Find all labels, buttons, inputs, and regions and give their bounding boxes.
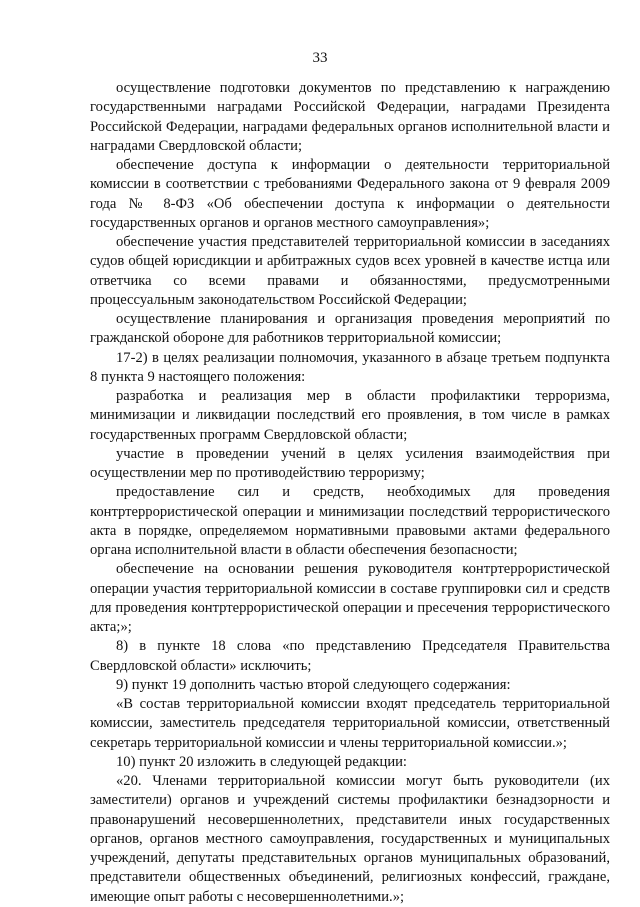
paragraph: предоставление сил и средств, необходимых для проведения контртеррористической операции и минимизации последствий террористического акта в порядке, определяемом нормативными правовыми актами федерального органа исполнительной власти в области обеспечения безопасности; — [90, 484, 610, 558]
paragraph: осуществление подготовки документов по представлению к награждению государственными наградами Российской Федерации, наградами Президента Российской Федерации, наградами федеральных органов исполнительной власти и наградами Свердловской области; — [90, 80, 610, 154]
document-body — [90, 79, 610, 907]
paragraph: осуществление планирования и организация проведения мероприятий по гражданской обороне для работников территориальной комиссии; — [90, 311, 610, 347]
paragraph: обеспечение участия представителей территориальной комиссии в заседаниях судов общей юрисдикции и арбитражных судов всех уровней в качестве истца или ответчика со всеми правами и обязанностями, предусмотренными процессуальным законодательством Российской Федерации; — [90, 234, 610, 308]
paragraph: 17-2) в целях реализации полномочия, указанного в абзаце третьем подпункта 8 пункта 9 настоящего положения: — [90, 349, 610, 385]
paragraph: 9) пункт 19 дополнить частью второй следующего содержания: — [116, 676, 511, 693]
paragraph: 8) в пункте 18 слова «по представлению Председателя Правительства Свердловской области» исключить; — [90, 638, 610, 674]
paragraph: обеспечение на основании решения руководителя контртеррористической операции участия территориальной комиссии в составе группировки сил и средств для проведения контртеррористической операции и пресечения террористического акта;»; — [90, 561, 610, 635]
paragraph: «В состав территориальной комиссии входят председатель территориальной комиссии, заместитель председателя территориальной комиссии, ответственный секретарь территориальной комиссии и члены территориальной комиссии.»; — [90, 696, 610, 751]
paragraph: 10) пункт 20 изложить в следующей редакции: — [116, 753, 407, 770]
paragraph: разработка и реализация мер в области профилактики терроризма, минимизации и ликвидации последствий его проявления, в том числе в рамках государственных программ Свердловской области; — [90, 388, 610, 443]
paragraph: участие в проведении учений в целях усиления взаимодействия при осуществлении мер по противодействию терроризму; — [90, 445, 610, 481]
paragraph: обеспечение доступа к информации о деятельности территориальной комиссии в соответствии с требованиями Федерального закона от 9 февраля 2009 года № 8-ФЗ «Об обеспечении доступа к информации о деятельности государственных органов и органов местного самоуправления»; — [90, 157, 610, 231]
page-number: 33 — [312, 50, 328, 66]
paragraph: «20. Членами территориальной комиссии могут быть руководители (их заместители) органов и учреждений системы профилактики безнадзорности и правонарушений несовершеннолетних, представители иных государственных органов, органов местного самоуправления, государственных и муниципальных учреждений, депутаты представительных органов муниципальных образований, представители общественных объединений, религиозных конфессий, граждане, имеющие опыт работы с несовершеннолетними.»; — [90, 773, 610, 905]
